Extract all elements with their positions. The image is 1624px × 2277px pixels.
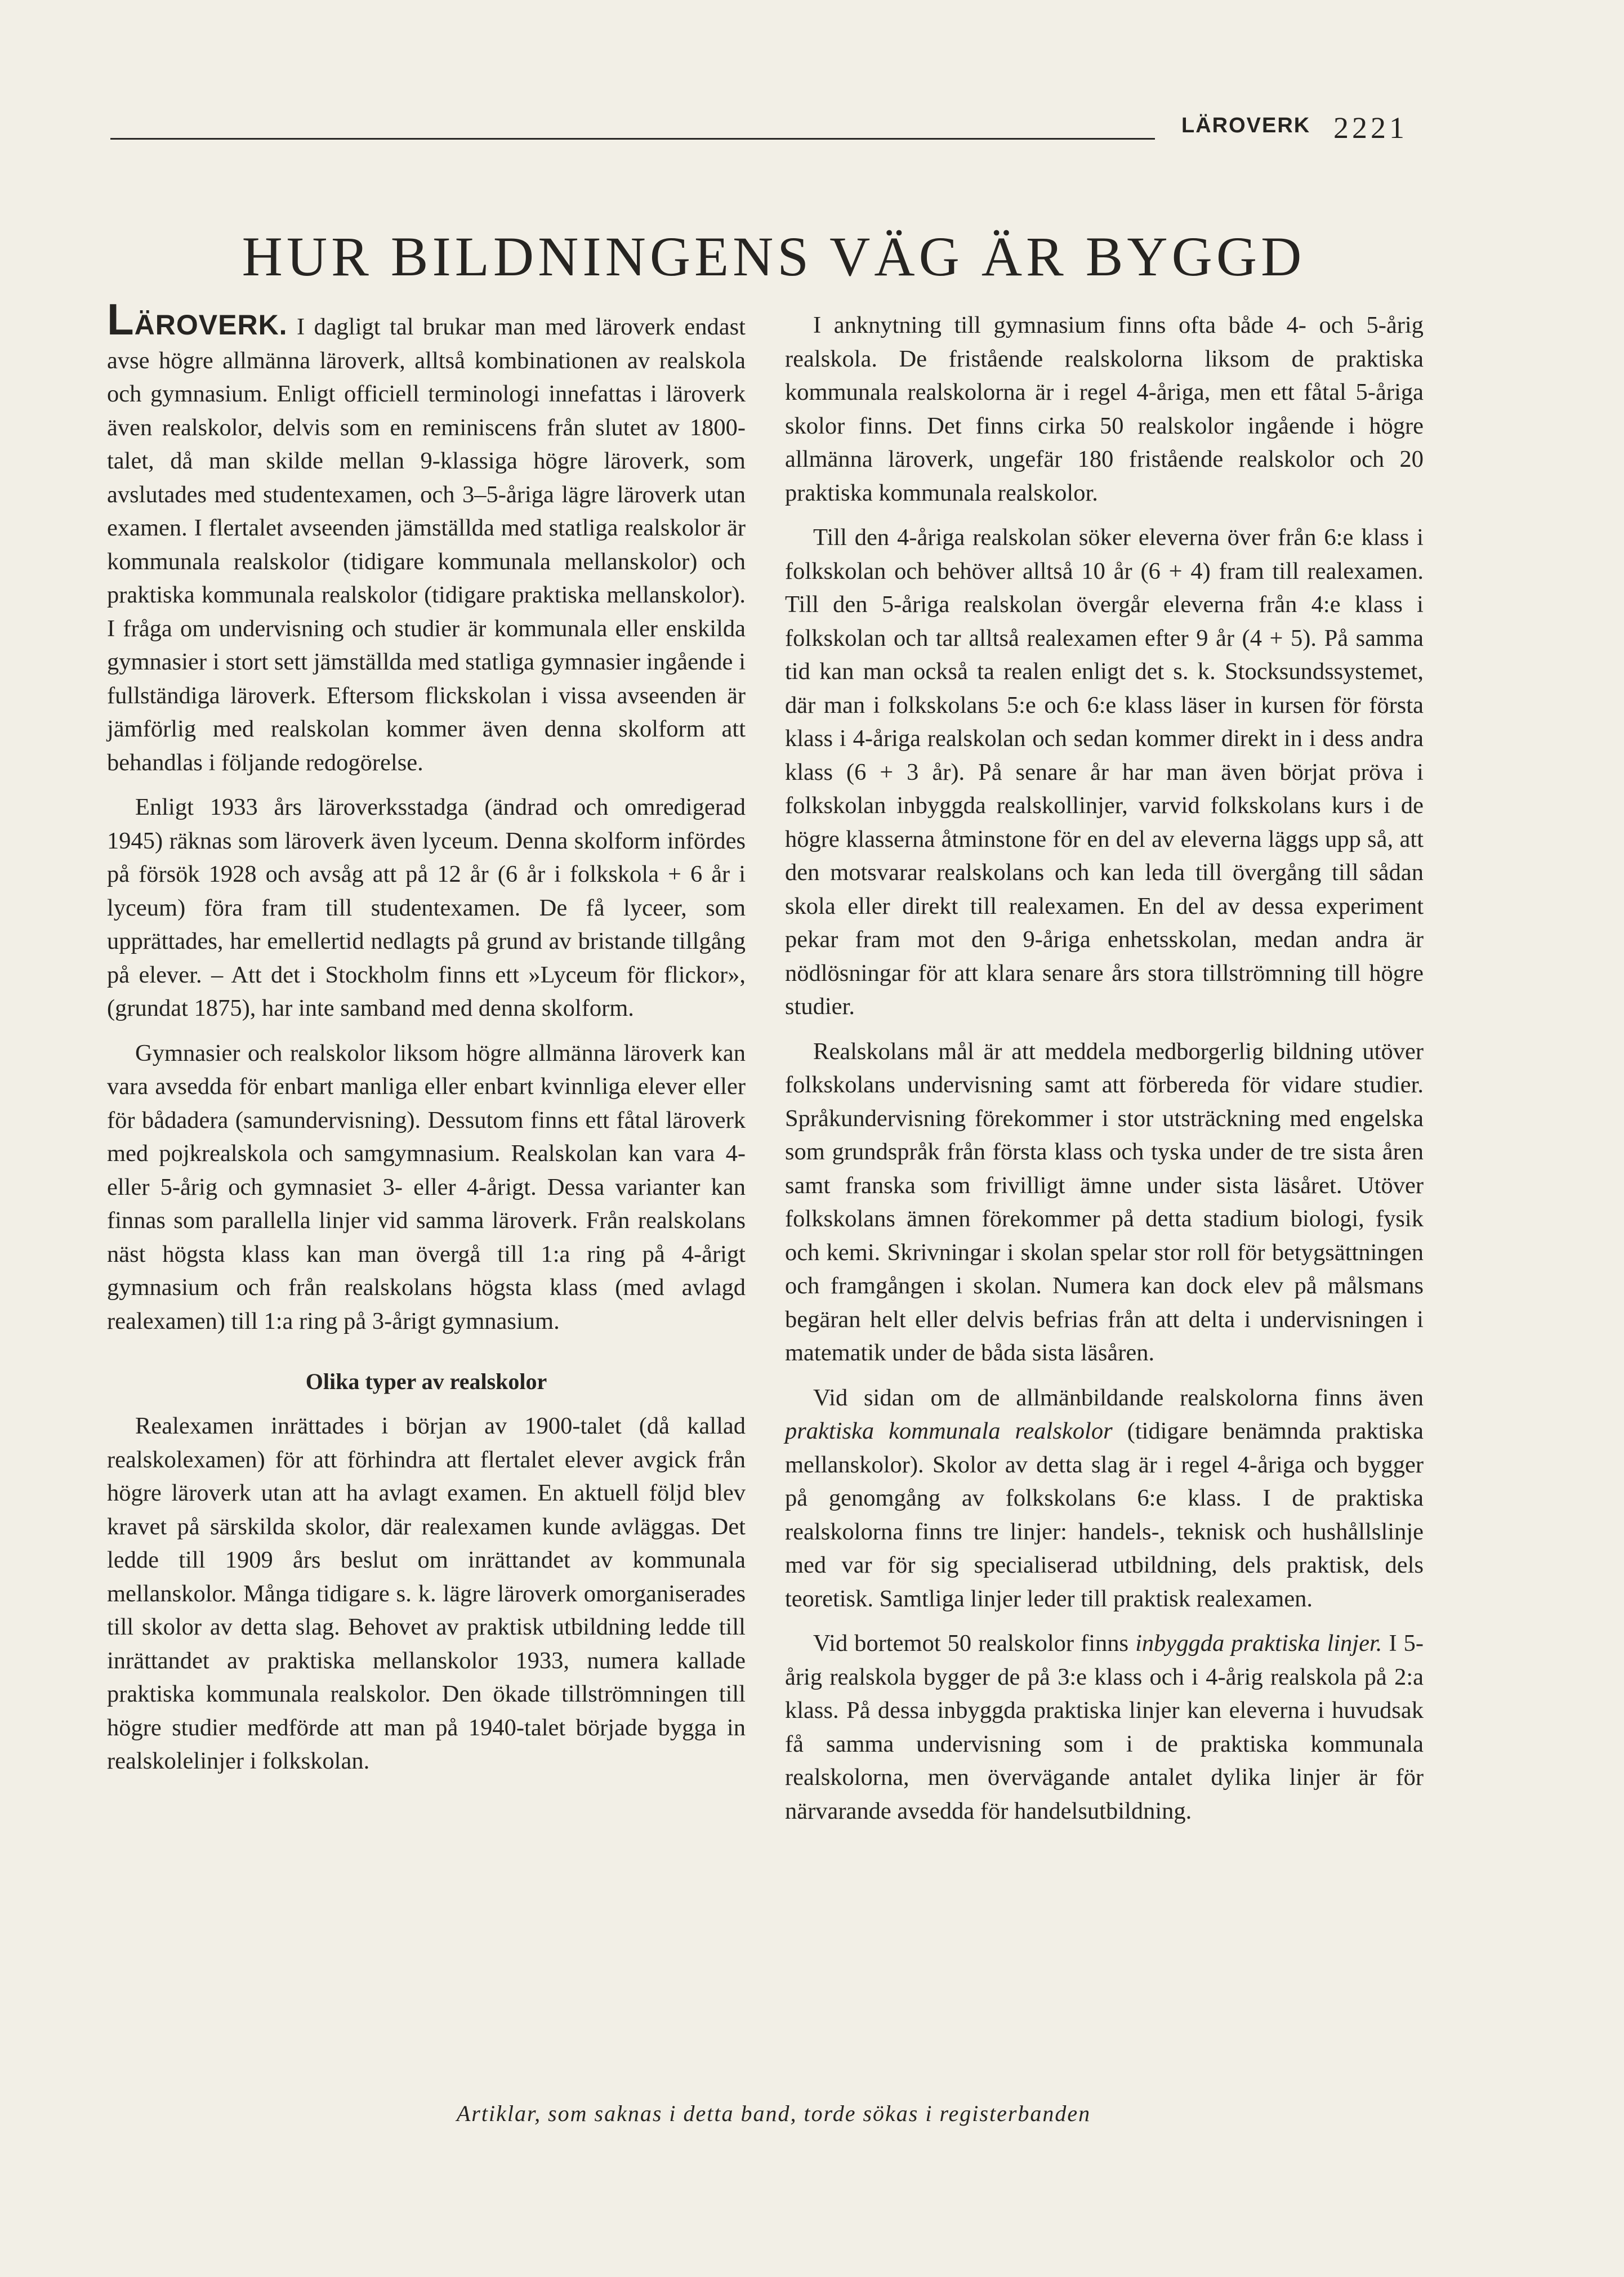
- section-label: LÄROVERK: [1181, 114, 1311, 137]
- subheading: Olika typer av realskolor: [305, 1369, 547, 1394]
- paragraph-text: I dagligt tal brukar man med läroverk endast avse högre allmänna läroverk, alltså kombinationen av realskola och gymnasium. Enligt officiell terminologi innefattas i läroverk även realskolor, delvis som en reminiscens från slutet av 1800-talet, då man skilde mellan 9-klassiga högre läroverk, som avslutades med studentexamen, och 3–5-åriga lägre läroverk utan examen. I flertalet avseenden jämställda med statliga realskolor är kommunala realskolor (tidigare kommunala mellanskolor) och praktiska kommunala realskolor (tidigare praktiska mellanskolor). I fråga om undervisning och studier är kommunala eller enskilda gymnasier i stort sett jämställda med statliga gymnasier ingående i fullständiga läroverk. Eftersom flickskolan i vissa avseenden är jämförlig med realskolan kommer även denna skolform att behandlas i följande redogörelse.: [107, 314, 746, 776]
- paragraph: [785, 1627, 1424, 1828]
- paragraph: Realskolans mål är att meddela medborgerlig bildning utöver folkskolans undervisning samt att förbereda för vidare studier. Språkundervisning förekommer i stor utsträckning med engelska som grundspråk från första klass och tyska under de tre sista åren samt franska som frivilligt ämne under sista läsåret. Utöver folkskolans ämnen förekommer på detta stadium biologi, fysik och kemi. Skrivningar i skolan spelar stor roll för betygsättningen och framgången i skolan. Numera kan dock elev på målsmans begäran helt eller delvis befrias från att delta i undervisningen i matematik under de båda sista läsåren.: [785, 1038, 1424, 1366]
- header-rule: [110, 138, 1155, 140]
- running-header: [110, 110, 1437, 144]
- paragraph-text: (tidigare benämnda praktiska mellanskolor). Skolor av detta slag är i regel 4-åriga och bygger på genomgång av folkskolans 6:e klass. I de praktiska realskolorna finns tre linjer: handels-, teknisk och hushållslinje med var för sig specialiserad utbildning, dels praktisk, dels teoretisk. Samtliga linjer leder till praktisk realexamen.: [785, 1418, 1424, 1612]
- paragraph: Realexamen inrättades i början av 1900-talet (då kallad realskolexamen) för att förhindra att flertalet elever avgick från högre läroverk utan att ha avlagt examen. En aktuell följd blev kravet på särskilda skolor, där realexamen kunde avläggas. Det ledde till 1909 års beslut om inrättandet av kommunala mellanskolor. Många tidigare s. k. lägre läroverk omorganiserades till skolor av detta slag. Behovet av praktisk utbildning ledde till inrättandet av praktiska mellanskolor 1933, numera kallade praktiska kommunala realskolor. Den ökade tillströmningen till högre studier medförde att man på 1940-talet började bygga in realskolelinjer i folkskolan.: [107, 1413, 746, 1774]
- paragraph: [107, 294, 746, 779]
- page-number: 2221: [1333, 111, 1408, 145]
- paragraph: [785, 1381, 1424, 1616]
- paragraph: Till den 4-åriga realskolan söker eleverna över från 6:e klass i folkskolan och behöver alltså 10 år (6 + 4) fram till realexamen. Till den 5-åriga realskolan övergår eleverna från 4:e klass i folkskolan och tar alltså realexamen efter 9 år (4 + 5). På samma tid kan man också ta realen enligt det s. k. Stocksundssystemet, där man i folkskolans 5:e och 6:e klass läser in kursen för första klass i 4-åriga realskolan och sedan kommer direkt in i dess andra klass (6 + 3 år). På senare år har man även börjat pröva i folkskolan inbyggda realskollinjer, varvid folkskolans kurs i de högre klasserna åtminstone för en del av eleverna läggs upp så, att den motsvarar realskolans och kan leda till övergång till sådan skola eller direkt till realexamen. En del av dessa experiment pekar fram mot den 9-åriga enhetsskolan, medan andra är nödlösningar för att klara senare års stora tillströmning till högre studier.: [785, 524, 1424, 1020]
- italic-term: praktiska kommunala realskolor: [785, 1418, 1113, 1444]
- paragraph: I anknytning till gymnasium finns ofta både 4- och 5-årig realskola. De fristående realskolorna liksom de praktiska kommunala realskolorna är i regel 4-åriga, men ett fåtal 5-åriga skolor finns. Det finns cirka 50 realskolor ingående i högre allmänna läroverk, ungefär 180 fristående realskolor och 20 praktiska kommunala realskolor.: [785, 312, 1424, 506]
- left-column: [107, 294, 746, 1789]
- lead-initial: L: [107, 294, 135, 344]
- paragraph: Gymnasier och realskolor liksom högre allmänna läroverk kan vara avsedda för enbart manliga eller enbart kvinnliga elever eller för bådadera (samundervisning). Dessutom finns ett fåtal läroverk med pojkrealskola och samgymnasium. Realskolan kan vara 4- eller 5-årig och gymnasiet 3- eller 4-årigt. Dessa varianter kan finnas som parallella linjer vid samma läroverk. Från realskolans näst högsta klass kan man övergå till 1:a ring på 4-årigt gymnasium och från realskolans högsta klass (med avlagd realexamen) till 1:a ring på 3-årigt gymnasium.: [107, 1039, 746, 1334]
- page-title: HUR BILDNINGENS VÄG ÄR BYGGD: [242, 225, 1306, 288]
- footer-note: Artiklar, som saknas i detta band, torde sökas i registerbanden: [456, 2101, 1091, 2126]
- paragraph-text: I 5-årig realskola bygger de på 3:e klass och i 4-årig realskola på 2:a klass. På dessa inbyggda praktiska linjer kan eleverna i huvudsak få samma undervisning som i de praktiska kommunala realskolorna, men övervägande antalet dylika linjer är för närvarande avsedda för handelsutbildning.: [785, 1630, 1424, 1824]
- paragraph-text: Vid bortemot 50 realskolor finns: [813, 1630, 1136, 1657]
- lead-word: [107, 294, 288, 344]
- italic-term: inbyggda praktiska linjer.: [1135, 1630, 1382, 1657]
- article-body: [107, 294, 1438, 2082]
- paragraph: Enligt 1933 års läroverksstadga (ändrad och omredigerad 1945) räknas som läroverk även lyceum. Denna skolform infördes på försök 1928 och avsåg att på 12 år (6 år i folkskola + 6 år i lyceum) föra fram till studentexamen. De få lyceer, som upprättades, har emellertid nedlagts på grund av bristande tillgång på elever. – Att det i Stockholm finns ett »Lyceum för flickor», (grundat 1875), har inte samband med denna skolform.: [107, 794, 746, 1021]
- right-column: [785, 309, 1424, 1839]
- lead-rest: ÄROVERK.: [134, 309, 288, 341]
- paragraph-text: Vid sidan om de allmänbildande realskolorna finns även: [813, 1384, 1424, 1411]
